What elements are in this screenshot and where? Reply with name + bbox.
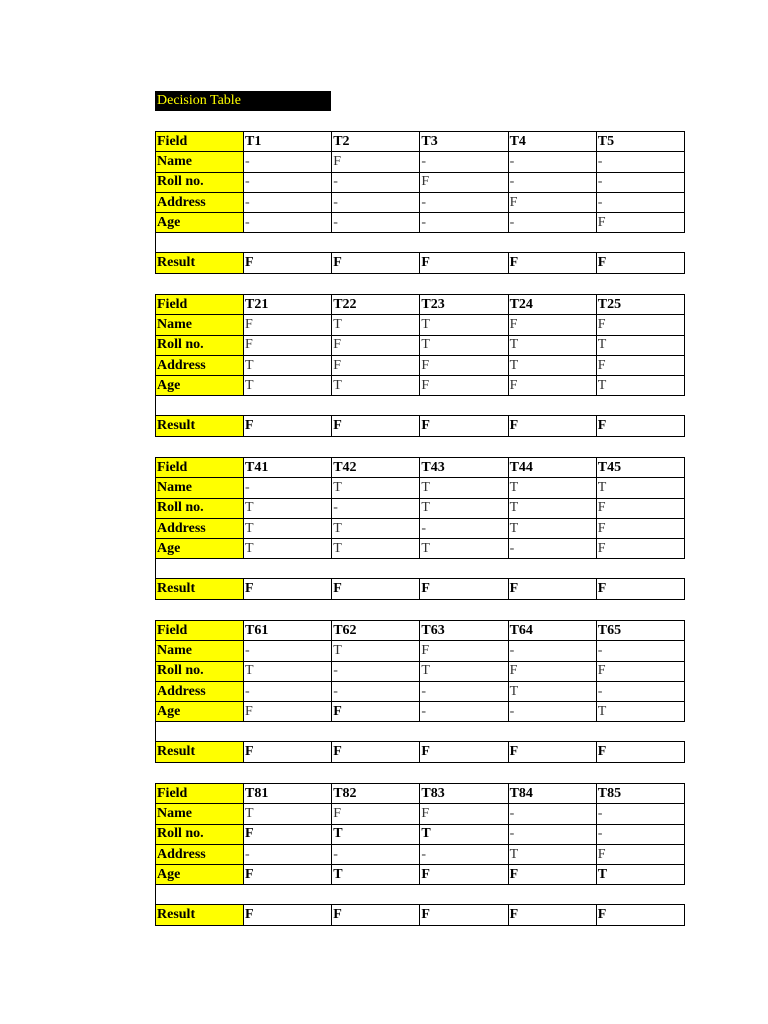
test-case-header: T61 [244, 621, 332, 641]
table-cell: - [420, 192, 508, 212]
result-cell: F [596, 416, 684, 436]
table-row-roll [156, 824, 685, 844]
result-label: Result [156, 416, 244, 436]
table-cell: - [420, 844, 508, 864]
table-cell: T [244, 539, 332, 559]
table-row-address [156, 844, 685, 864]
result-label: Result [156, 905, 244, 925]
table-cell: - [508, 213, 596, 233]
result-cell: F [596, 253, 684, 273]
table-cell: F [508, 315, 596, 335]
roll-label: Roll no. [156, 824, 244, 844]
table-cell: - [332, 661, 420, 681]
result-label: Result [156, 579, 244, 599]
roll-label: Roll no. [156, 172, 244, 192]
table-cell: - [596, 192, 684, 212]
table-cell: F [508, 192, 596, 212]
name-label: Name [156, 641, 244, 661]
spacer-row [156, 233, 685, 253]
spacer-row [156, 885, 685, 905]
table-cell: T [508, 844, 596, 864]
test-case-header: T64 [508, 621, 596, 641]
table-row-roll [156, 661, 685, 681]
table-cell: T [508, 478, 596, 498]
table-cell: F [244, 702, 332, 722]
table-cell: T [508, 498, 596, 518]
table-cell: T [332, 478, 420, 498]
table-cell: T [332, 865, 420, 885]
field-label: Field [156, 132, 244, 152]
table-cell: T [332, 518, 420, 538]
table-cell: F [596, 661, 684, 681]
table-cell: - [508, 804, 596, 824]
table-cell: - [420, 702, 508, 722]
test-case-header: T65 [596, 621, 684, 641]
roll-label: Roll no. [156, 498, 244, 518]
result-cell: F [420, 579, 508, 599]
spacer-row [156, 559, 685, 579]
table-row-result [156, 742, 685, 762]
result-cell: F [508, 905, 596, 925]
address-label: Address [156, 844, 244, 864]
test-case-header: T5 [596, 132, 684, 152]
table-cell: F [332, 355, 420, 375]
test-case-header: T23 [420, 295, 508, 315]
test-case-header: T22 [332, 295, 420, 315]
decision-table-4 [155, 620, 684, 763]
age-label: Age [156, 702, 244, 722]
test-case-header: T1 [244, 132, 332, 152]
table-cell: - [596, 641, 684, 661]
table-cell: T [420, 824, 508, 844]
field-label: Field [156, 784, 244, 804]
decision-table-3 [155, 457, 684, 600]
roll-label: Roll no. [156, 335, 244, 355]
test-case-header: T44 [508, 458, 596, 478]
table-cell: T [596, 335, 684, 355]
table-cell: F [420, 641, 508, 661]
decision-table-1 [155, 131, 684, 274]
spacer-row [156, 396, 685, 416]
test-case-header: T25 [596, 295, 684, 315]
table-cell: - [332, 192, 420, 212]
table-cell: T [244, 804, 332, 824]
test-case-header: T84 [508, 784, 596, 804]
table-cell: F [420, 172, 508, 192]
table-cell: T [244, 518, 332, 538]
table-cell: F [596, 844, 684, 864]
table-cell: T [244, 498, 332, 518]
table-row-result [156, 253, 685, 273]
table-row-address [156, 681, 685, 701]
spacer-row [156, 722, 685, 742]
result-cell: F [332, 579, 420, 599]
table-row-name [156, 641, 685, 661]
table-cell: T [244, 355, 332, 375]
table-row-address [156, 192, 685, 212]
table-cell: F [596, 315, 684, 335]
table-cell: F [420, 355, 508, 375]
table-cell: T [332, 641, 420, 661]
table-cell: F [244, 824, 332, 844]
table-cell: - [244, 478, 332, 498]
table-header-row [156, 132, 685, 152]
test-case-header: T42 [332, 458, 420, 478]
result-cell: F [420, 905, 508, 925]
table-cell: F [332, 152, 420, 172]
result-cell: F [244, 579, 332, 599]
table-row-name [156, 315, 685, 335]
table-row-age [156, 376, 685, 396]
table-row-age [156, 539, 685, 559]
table-cell: - [596, 804, 684, 824]
table-row-roll [156, 335, 685, 355]
result-cell: F [244, 905, 332, 925]
test-case-header: T45 [596, 458, 684, 478]
table-row-result [156, 579, 685, 599]
test-case-header: T2 [332, 132, 420, 152]
table-cell: - [332, 213, 420, 233]
table-cell: T [420, 315, 508, 335]
result-cell: F [596, 905, 684, 925]
table-cell: F [596, 213, 684, 233]
table-cell: F [332, 702, 420, 722]
test-case-header: T62 [332, 621, 420, 641]
roll-label: Roll no. [156, 661, 244, 681]
age-label: Age [156, 213, 244, 233]
table-row-name [156, 804, 685, 824]
result-cell: F [332, 253, 420, 273]
table-cell: F [332, 804, 420, 824]
result-cell: F [244, 416, 332, 436]
table-row-address [156, 355, 685, 375]
result-cell: F [332, 416, 420, 436]
table-cell: F [244, 865, 332, 885]
table-cell: T [508, 355, 596, 375]
table-cell: - [508, 824, 596, 844]
field-label: Field [156, 295, 244, 315]
table-cell: - [244, 641, 332, 661]
table-cell: T [508, 335, 596, 355]
table-cell: T [420, 498, 508, 518]
result-cell: F [508, 416, 596, 436]
table-cell: - [420, 152, 508, 172]
table-cell: T [332, 539, 420, 559]
table-cell: F [508, 376, 596, 396]
table-cell: T [596, 478, 684, 498]
result-cell: F [332, 905, 420, 925]
result-cell: F [332, 742, 420, 762]
table-cell: T [244, 376, 332, 396]
result-cell: F [420, 742, 508, 762]
table-cell: F [508, 865, 596, 885]
field-label: Field [156, 458, 244, 478]
age-label: Age [156, 539, 244, 559]
table-cell: - [596, 681, 684, 701]
table-cell: - [332, 681, 420, 701]
test-case-header: T63 [420, 621, 508, 641]
table-cell: F [596, 355, 684, 375]
result-cell: F [244, 742, 332, 762]
table-row-age [156, 702, 685, 722]
result-cell: F [596, 742, 684, 762]
address-label: Address [156, 192, 244, 212]
address-label: Address [156, 681, 244, 701]
test-case-header: T81 [244, 784, 332, 804]
result-cell: F [420, 416, 508, 436]
table-cell: - [508, 172, 596, 192]
table-row-roll [156, 172, 685, 192]
table-cell: F [596, 518, 684, 538]
name-label: Name [156, 478, 244, 498]
table-cell: T [420, 661, 508, 681]
result-cell: F [508, 579, 596, 599]
test-case-header: T43 [420, 458, 508, 478]
table-cell: - [332, 498, 420, 518]
table-cell: T [332, 315, 420, 335]
test-case-header: T21 [244, 295, 332, 315]
table-cell: - [332, 172, 420, 192]
table-cell: - [596, 824, 684, 844]
table-cell: F [596, 498, 684, 518]
table-cell: - [508, 702, 596, 722]
decision-table-5 [155, 783, 684, 926]
table-row-result [156, 905, 685, 925]
table-cell: - [244, 192, 332, 212]
table-cell: - [508, 539, 596, 559]
table-cell: T [420, 478, 508, 498]
table-cell: T [508, 518, 596, 538]
table-header-row [156, 295, 685, 315]
result-cell: F [508, 742, 596, 762]
address-label: Address [156, 355, 244, 375]
table-cell: F [332, 335, 420, 355]
address-label: Address [156, 518, 244, 538]
table-cell: - [244, 681, 332, 701]
test-case-header: T41 [244, 458, 332, 478]
table-cell: - [244, 844, 332, 864]
table-cell: - [332, 844, 420, 864]
decision-table-2 [155, 294, 684, 437]
test-case-header: T83 [420, 784, 508, 804]
table-cell: - [420, 213, 508, 233]
test-case-header: T4 [508, 132, 596, 152]
table-cell: F [420, 865, 508, 885]
table-cell: T [244, 661, 332, 681]
table-cell: - [244, 152, 332, 172]
table-cell: F [244, 315, 332, 335]
table-row-roll [156, 498, 685, 518]
table-cell: T [508, 681, 596, 701]
age-label: Age [156, 865, 244, 885]
table-cell: T [332, 376, 420, 396]
table-header-row [156, 621, 685, 641]
table-cell: T [332, 824, 420, 844]
table-cell: - [596, 152, 684, 172]
table-cell: F [420, 804, 508, 824]
table-header-row [156, 458, 685, 478]
table-row-result [156, 416, 685, 436]
age-label: Age [156, 376, 244, 396]
result-cell: F [420, 253, 508, 273]
table-cell: T [596, 376, 684, 396]
table-cell: F [244, 335, 332, 355]
table-cell: - [596, 172, 684, 192]
name-label: Name [156, 804, 244, 824]
table-row-address [156, 518, 685, 538]
table-row-age [156, 213, 685, 233]
result-label: Result [156, 253, 244, 273]
table-cell: - [420, 518, 508, 538]
table-cell: T [420, 539, 508, 559]
table-cell: - [508, 152, 596, 172]
field-label: Field [156, 621, 244, 641]
table-header-row [156, 784, 685, 804]
table-row-name [156, 152, 685, 172]
table-cell: - [508, 641, 596, 661]
table-row-age [156, 865, 685, 885]
result-cell: F [244, 253, 332, 273]
table-cell: - [420, 681, 508, 701]
name-label: Name [156, 152, 244, 172]
result-cell: F [596, 579, 684, 599]
table-row-name [156, 478, 685, 498]
page-title: Decision Table [155, 91, 331, 111]
result-label: Result [156, 742, 244, 762]
test-case-header: T3 [420, 132, 508, 152]
result-cell: F [508, 253, 596, 273]
table-cell: F [596, 539, 684, 559]
table-cell: F [508, 661, 596, 681]
test-case-header: T82 [332, 784, 420, 804]
table-cell: T [596, 702, 684, 722]
table-cell: T [420, 335, 508, 355]
test-case-header: T85 [596, 784, 684, 804]
table-cell: F [420, 376, 508, 396]
table-cell: - [244, 213, 332, 233]
table-cell: T [596, 865, 684, 885]
name-label: Name [156, 315, 244, 335]
table-cell: - [244, 172, 332, 192]
test-case-header: T24 [508, 295, 596, 315]
